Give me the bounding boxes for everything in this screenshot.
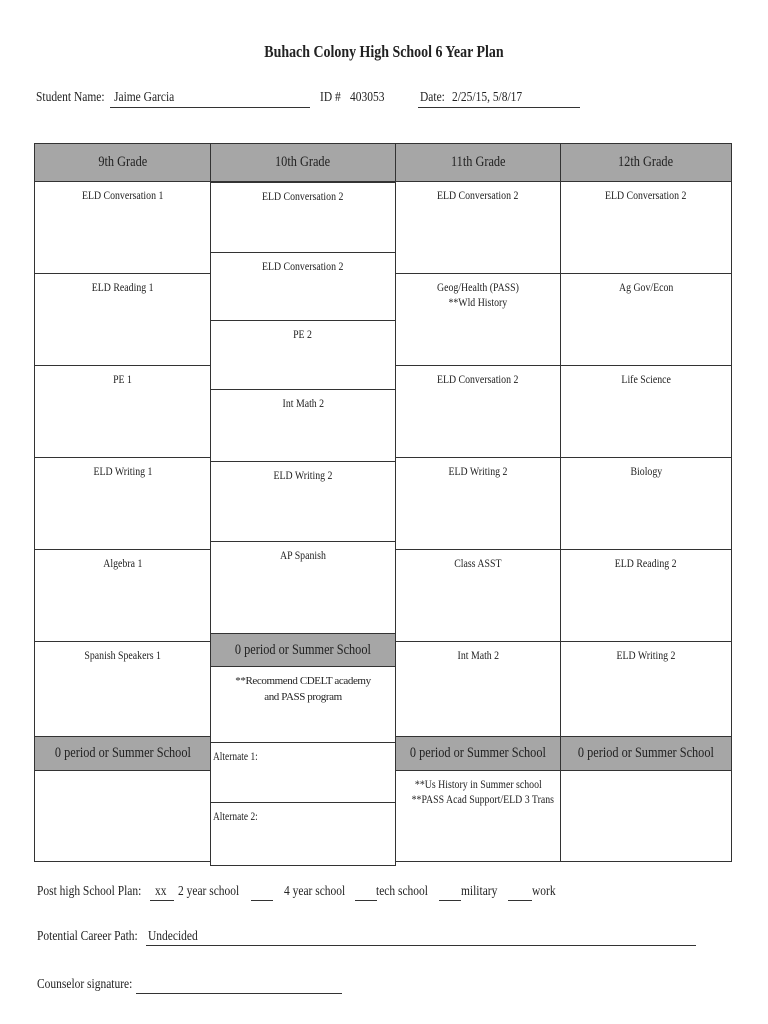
course-11-6[interactable]: Int Math 2 — [395, 641, 561, 737]
alternate-1[interactable]: Alternate 1: — [210, 742, 396, 803]
summer-note-10[interactable]: **Recommend CDELT academy and PASS program — [210, 666, 396, 743]
post-plan-blank-work[interactable] — [508, 900, 532, 901]
student-id-label: ID # — [320, 90, 341, 105]
summer-header-10: 0 period or Summer School — [210, 633, 396, 667]
career-path-label: Potential Career Path: — [37, 929, 138, 944]
course-12-1[interactable]: ELD Conversation 2 — [560, 181, 732, 274]
option-work: work — [532, 884, 556, 899]
course-10-5[interactable]: ELD Writing 2 — [210, 461, 396, 542]
post-plan-mark[interactable]: xx — [155, 884, 167, 899]
course-10-4[interactable]: Int Math 2 — [210, 389, 396, 462]
career-path-value[interactable]: Undecided — [148, 929, 198, 944]
counselor-signature-line[interactable] — [136, 993, 342, 994]
header-10th-grade: 10th Grade — [210, 143, 396, 182]
course-10-3[interactable]: PE 2 — [210, 320, 396, 390]
summer-box-12[interactable] — [560, 770, 732, 862]
course-9-5[interactable]: Algebra 1 — [34, 549, 211, 642]
course-11-1[interactable]: ELD Conversation 2 — [395, 181, 561, 274]
post-plan-blank-4yr[interactable] — [251, 900, 273, 901]
student-id-value[interactable]: 403053 — [350, 90, 385, 105]
course-10-2[interactable]: ELD Conversation 2 — [210, 252, 396, 321]
option-2-year-school: 2 year school — [178, 884, 240, 899]
post-plan-blank-military[interactable] — [439, 900, 461, 901]
course-12-6[interactable]: ELD Writing 2 — [560, 641, 732, 737]
summer-header-11: 0 period or Summer School — [395, 736, 561, 771]
header-12th-grade: 12th Grade — [560, 143, 732, 182]
summer-header-12: 0 period or Summer School — [560, 736, 732, 771]
course-12-2[interactable]: Ag Gov/Econ — [560, 273, 732, 366]
course-9-6[interactable]: Spanish Speakers 1 — [34, 641, 211, 737]
option-4-year-school: 4 year school — [284, 884, 346, 899]
course-12-4[interactable]: Biology — [560, 457, 732, 550]
course-10-1[interactable]: ELD Conversation 2 — [210, 182, 396, 253]
course-11-4[interactable]: ELD Writing 2 — [395, 457, 561, 550]
date-underline — [418, 107, 580, 108]
summer-header-9: 0 period or Summer School — [34, 736, 211, 771]
page-title: Buhach Colony High School 6 Year Plan — [264, 42, 504, 61]
date-label: Date: — [420, 90, 445, 105]
course-9-2[interactable]: ELD Reading 1 — [34, 273, 211, 366]
course-12-5[interactable]: ELD Reading 2 — [560, 549, 732, 642]
summer-box-9[interactable] — [34, 770, 211, 862]
course-11-2-note: **Wld History — [448, 295, 508, 309]
header-11th-grade: 11th Grade — [395, 143, 561, 182]
student-name-label: Student Name: — [36, 90, 105, 105]
course-12-3[interactable]: Life Science — [560, 365, 732, 458]
course-11-5[interactable]: Class ASST — [395, 549, 561, 642]
course-9-1[interactable]: ELD Conversation 1 — [34, 181, 211, 274]
course-10-6[interactable]: AP Spanish — [210, 541, 396, 634]
post-plan-blank-tech[interactable] — [355, 900, 377, 901]
career-path-underline — [146, 945, 696, 946]
header-9th-grade: 9th Grade — [34, 143, 211, 182]
post-plan-label: Post high School Plan: — [37, 884, 142, 899]
student-name-value[interactable]: Jaime Garcia — [114, 90, 175, 105]
course-9-4[interactable]: ELD Writing 1 — [34, 457, 211, 550]
date-value[interactable]: 2/25/15, 5/8/17 — [452, 90, 523, 105]
alternate-2[interactable]: Alternate 2: — [210, 802, 396, 866]
course-9-3[interactable]: PE 1 — [34, 365, 211, 458]
post-plan-blank-2yr — [150, 900, 174, 901]
option-tech-school: tech school — [376, 884, 428, 899]
summer-box-11[interactable]: **Us History in Summer school **PASS Acad Support/ELD 3 Trans — [395, 770, 561, 862]
course-11-3[interactable]: ELD Conversation 2 — [395, 365, 561, 458]
student-name-underline — [110, 107, 310, 108]
counselor-signature-label: Counselor signature: — [37, 977, 133, 992]
course-11-2[interactable]: Geog/Health (PASS) **Wld History — [395, 273, 561, 366]
option-military: military — [461, 884, 498, 899]
